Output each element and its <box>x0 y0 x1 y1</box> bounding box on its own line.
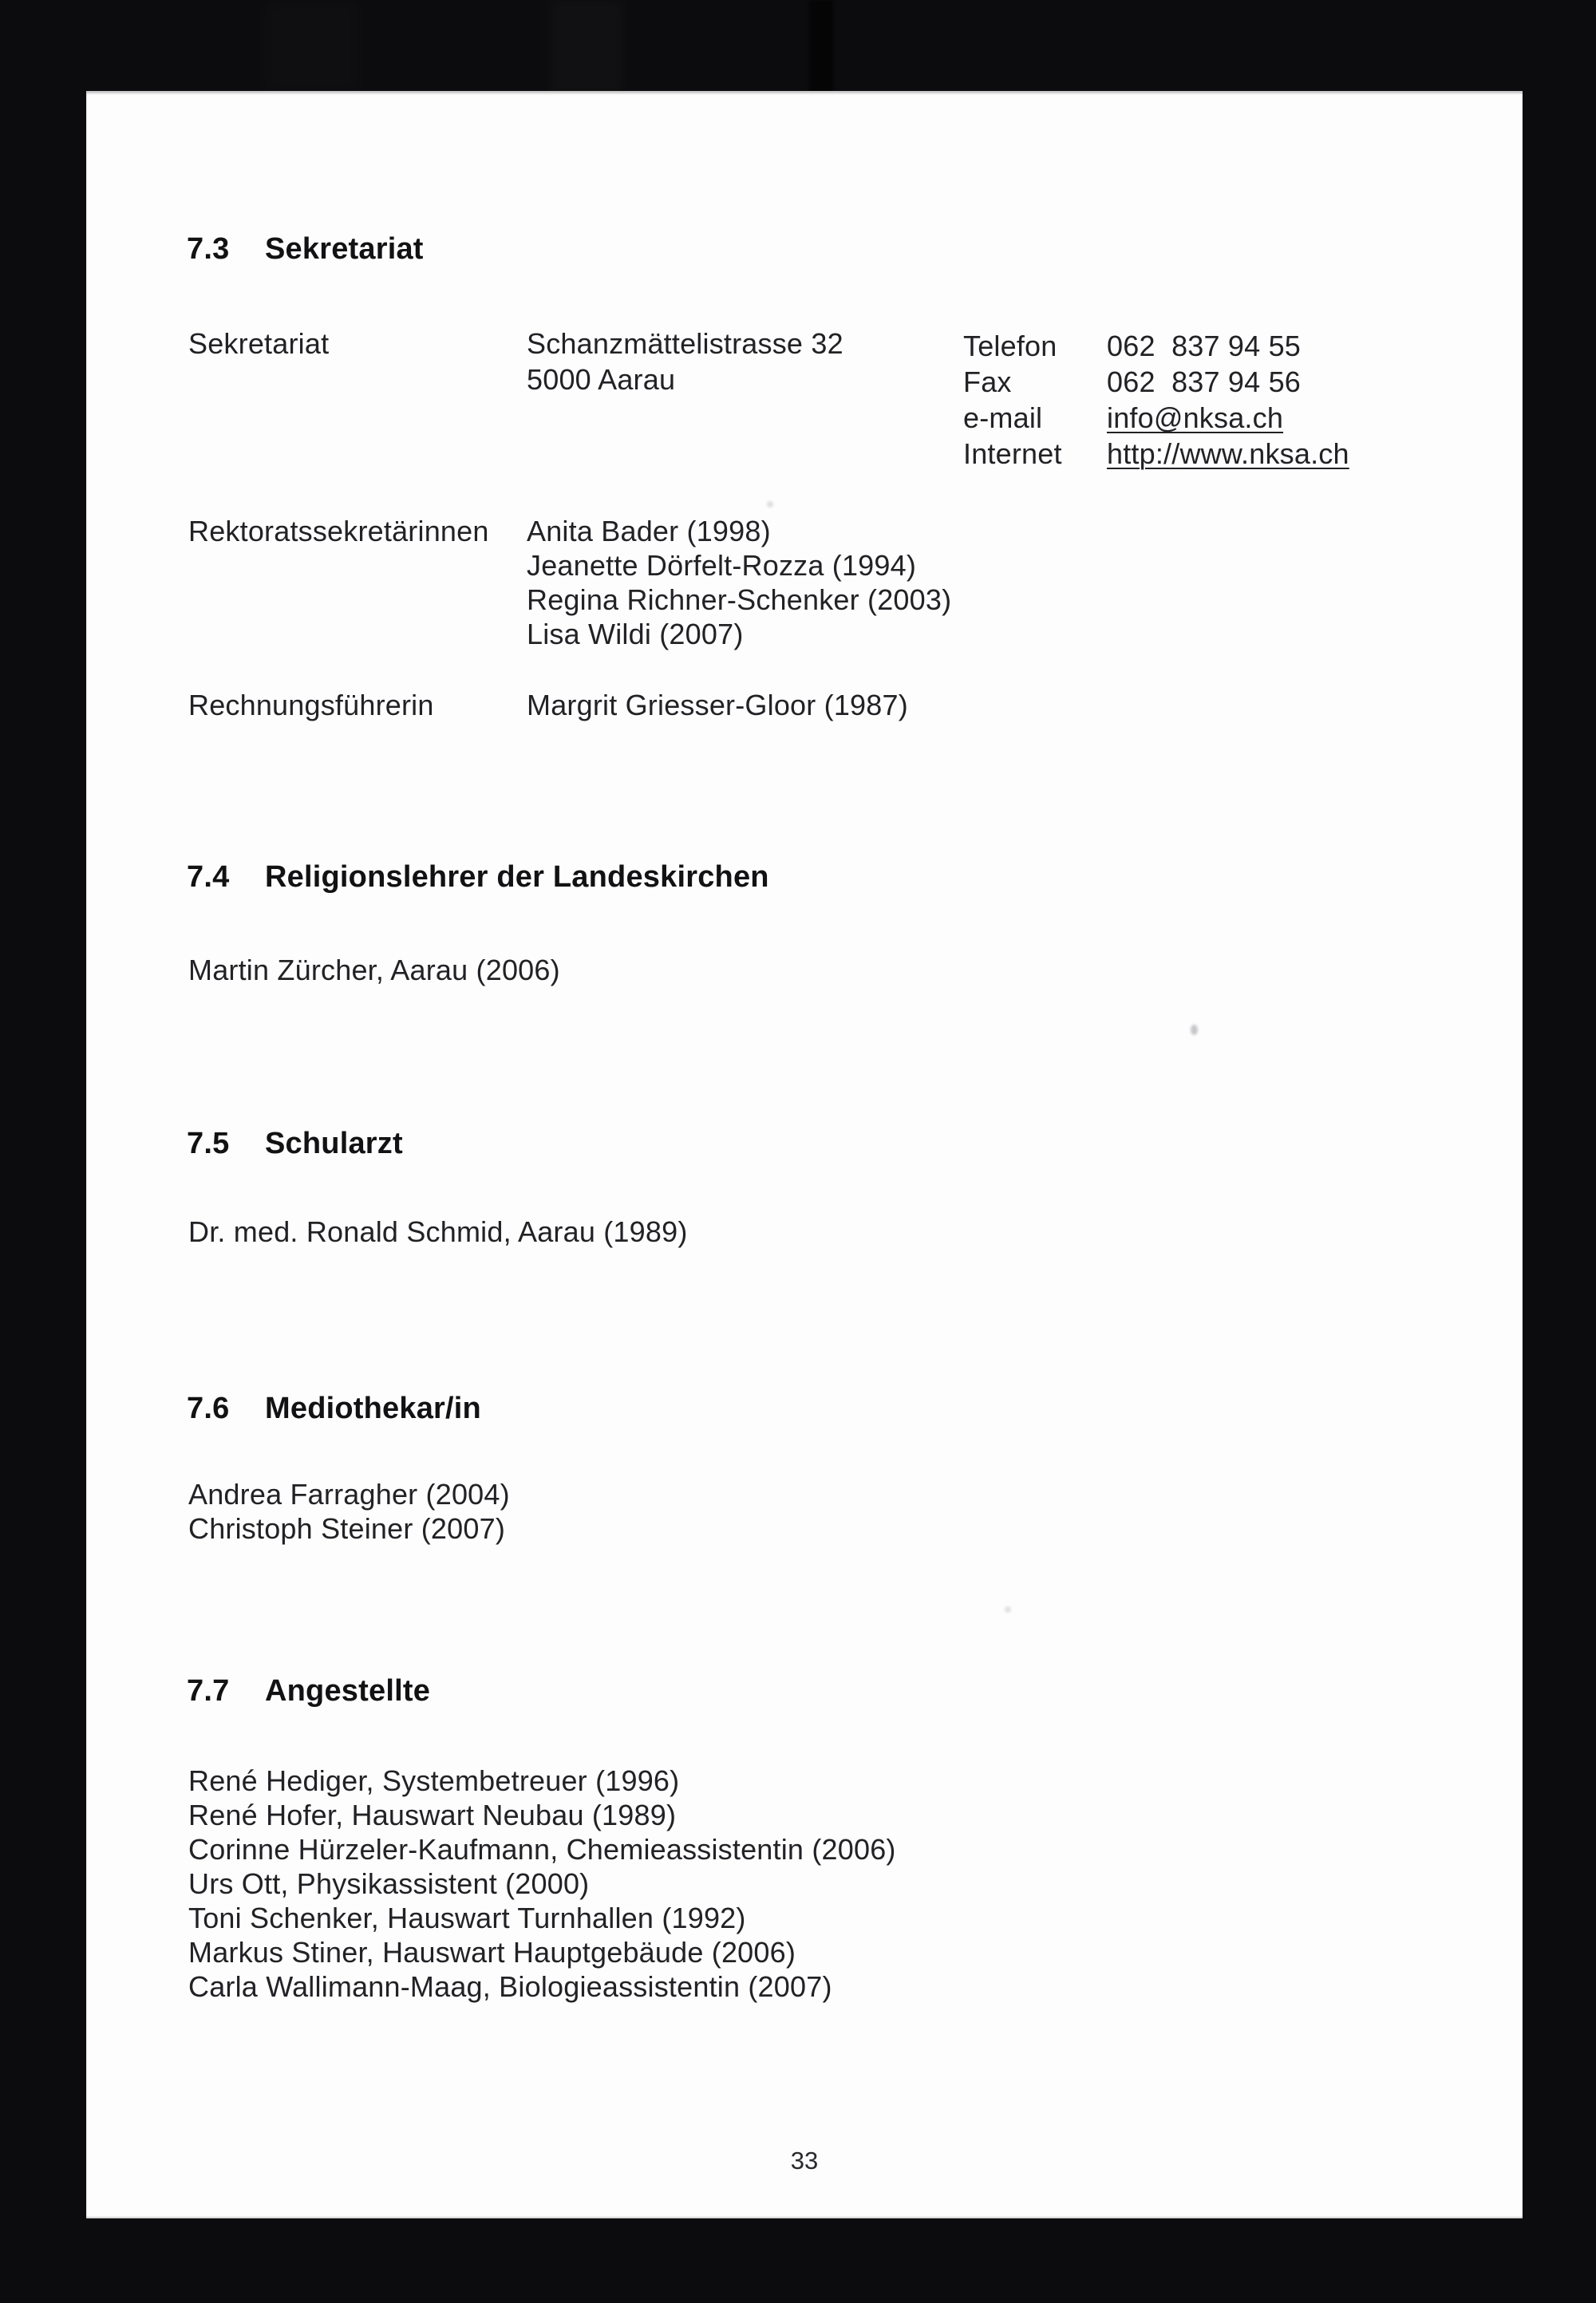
secretary-name: Anita Bader (1998) <box>527 515 771 547</box>
section-heading-7-3 <box>187 234 424 264</box>
person-entry: Markus Stiner, Hauswart Hauptgebäude (2006) <box>188 1936 796 1969</box>
person-entry: Martin Zürcher, Aarau (2006) <box>188 954 560 986</box>
fax-label: Fax <box>963 365 1012 398</box>
person-entry: Toni Schenker, Hauswart Turnhallen (1992) <box>188 1902 746 1934</box>
section-number: 7.4 <box>187 860 230 894</box>
person-entry: Dr. med. Ronald Schmid, Aarau (1989) <box>188 1215 688 1248</box>
section-number: 7.5 <box>187 1127 230 1160</box>
fax-value: 062 837 94 56 <box>1107 365 1302 398</box>
person-entry: Carla Wallimann-Maag, Biologieassistentin (2007) <box>188 1970 832 2003</box>
person-entry: Urs Ott, Physikassistent (2000) <box>188 1867 590 1900</box>
email-link[interactable]: info@nksa.ch <box>1107 401 1284 434</box>
person-entry: René Hediger, Systembetreuer (1996) <box>188 1764 680 1797</box>
section-number: 7.3 <box>187 232 230 266</box>
address-line-1: Schanzmättelistrasse 32 <box>527 327 843 360</box>
scan-artifact <box>767 501 773 508</box>
internet-label: Internet <box>963 437 1062 470</box>
address-line-2: 5000 Aarau <box>527 363 676 396</box>
internet-link[interactable]: http://www.nksa.ch <box>1107 437 1349 470</box>
section-number: 7.7 <box>187 1674 230 1708</box>
scan-artifact <box>1191 1025 1198 1035</box>
page-number: 33 <box>790 2147 819 2175</box>
section-heading-7-4 <box>187 862 769 892</box>
section-heading-7-6 <box>187 1393 481 1424</box>
contact-label: Sekretariat <box>188 327 330 360</box>
section-title: Schularzt <box>265 1127 403 1160</box>
person-entry: Corinne Hürzeler-Kaufmann, Chemieassistentin (2006) <box>188 1833 896 1866</box>
scan-texture-band <box>551 0 622 94</box>
section-heading-7-7 <box>187 1676 430 1706</box>
section-number: 7.6 <box>187 1392 230 1425</box>
secretary-name: Regina Richner-Schenker (2003) <box>527 583 952 616</box>
scan-artifact <box>1005 1606 1011 1613</box>
secretary-name: Jeanette Dörfelt-Rozza (1994) <box>527 549 917 582</box>
scan-texture-band <box>809 0 833 96</box>
section-heading-7-5 <box>187 1128 403 1159</box>
scan-texture-band <box>263 0 359 94</box>
person-entry: Christoph Steiner (2007) <box>188 1512 506 1545</box>
accountant-name: Margrit Griesser-Gloor (1987) <box>527 689 908 721</box>
phone-value: 062 837 94 55 <box>1107 330 1302 362</box>
person-entry: Andrea Farragher (2004) <box>188 1478 510 1511</box>
email-label: e-mail <box>963 401 1043 434</box>
section-title: Mediothekar/in <box>265 1392 481 1425</box>
section-title: Sekretariat <box>265 232 424 266</box>
document-page <box>86 91 1523 2218</box>
person-entry: René Hofer, Hauswart Neubau (1989) <box>188 1799 677 1831</box>
secretary-name: Lisa Wildi (2007) <box>527 618 744 650</box>
accountant-label: Rechnungsführerin <box>188 689 434 721</box>
secretaries-label: Rektoratssekretärinnen <box>188 515 489 547</box>
section-title: Angestellte <box>265 1674 431 1708</box>
phone-label: Telefon <box>963 330 1057 362</box>
section-title: Religionslehrer der Landeskirchen <box>265 860 769 894</box>
